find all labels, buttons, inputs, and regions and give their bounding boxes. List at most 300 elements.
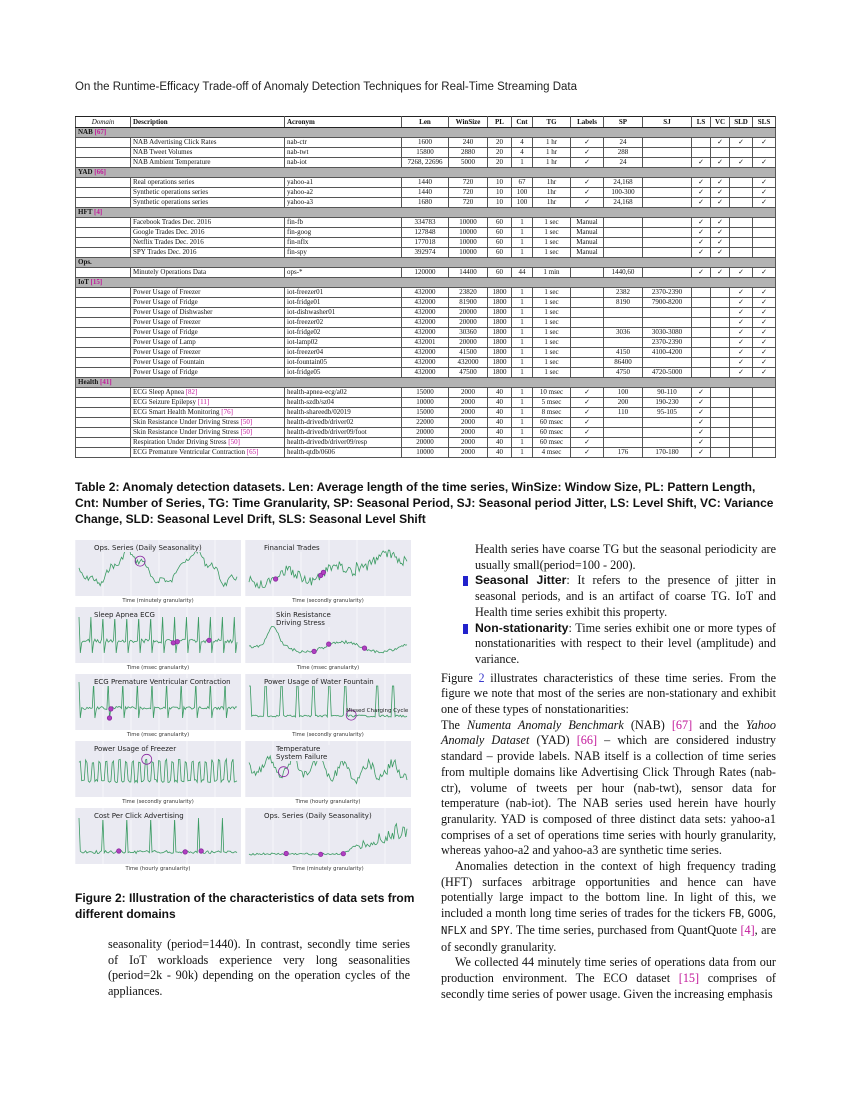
table-cell: 1hr <box>533 198 571 208</box>
table-row <box>76 388 776 398</box>
table-cell <box>643 198 692 208</box>
table-cell <box>753 388 776 398</box>
table-row <box>76 428 776 438</box>
table-cell: 1 sec <box>533 248 571 258</box>
table-cell <box>711 438 730 448</box>
table-cell <box>692 368 711 378</box>
group-citation[interactable]: [4] <box>94 208 103 216</box>
anomaly-marker <box>183 850 187 854</box>
table-cell: 4 <box>512 148 533 158</box>
table-cell: 432000 <box>402 368 449 378</box>
table-cell: nab-ctr <box>285 138 402 148</box>
table-cell: fin-nflx <box>285 238 402 248</box>
table-cell <box>604 318 643 328</box>
table-cell: ✓ <box>753 338 776 348</box>
panel-title: Ops. Series (Daily Seasonality) <box>264 812 372 820</box>
table-cell: 90-110 <box>643 388 692 398</box>
table-cell <box>643 218 692 228</box>
table-cell <box>571 328 604 338</box>
table-cell: 1 <box>512 448 533 458</box>
domain-cell <box>76 418 131 428</box>
figure-caption: Figure 2: Illustration of the characteristics of data sets from different domains <box>75 891 415 921</box>
table-cell: 20000 <box>449 308 488 318</box>
table-cell: 334783 <box>402 218 449 228</box>
table-cell <box>604 308 643 318</box>
table-row <box>76 178 776 188</box>
table-cell: 4100-4200 <box>643 348 692 358</box>
table-cell: ✓ <box>571 188 604 198</box>
table-cell: ✓ <box>571 198 604 208</box>
nab-text-3: and the <box>692 717 746 732</box>
table-cell: health-apnea-ecg/a02 <box>285 388 402 398</box>
table-cell: 10 <box>488 178 512 188</box>
table-cell: 8190 <box>604 298 643 308</box>
table-cell: Minutely Operations Data <box>131 268 285 278</box>
table-cell <box>692 148 711 158</box>
anomaly-marker <box>312 649 316 653</box>
table-cell: ✓ <box>730 328 753 338</box>
table-cell: 4 <box>512 138 533 148</box>
domain-cell <box>76 428 131 438</box>
panel-x-label: Time (hourly granularity) <box>125 866 191 872</box>
table-cell <box>711 338 730 348</box>
table-cell <box>643 238 692 248</box>
table-cell: 1 sec <box>533 238 571 248</box>
table-cell: 1 hr <box>533 158 571 168</box>
table-cell: 40 <box>488 398 512 408</box>
table-cell: 60 msec <box>533 418 571 428</box>
table-cell: 20000 <box>402 428 449 438</box>
panel-title: Temperature System Failure <box>275 745 347 761</box>
table-cell: 432000 <box>402 348 449 358</box>
figure-panel <box>245 607 411 663</box>
table-cell <box>643 228 692 238</box>
table-cell: health-drivedb/driver09/foot <box>285 428 402 438</box>
table-group-row <box>76 378 776 388</box>
panel-title: Ops. Series (Daily Seasonality) <box>94 544 202 552</box>
table-cell <box>692 288 711 298</box>
table-cell: Facebook Trades Dec. 2016 <box>131 218 285 228</box>
row-citation[interactable]: [65] <box>246 448 259 456</box>
table-cell: 60 msec <box>533 428 571 438</box>
group-name: IoT <box>78 278 89 286</box>
column-header-domain: Domain <box>76 117 131 128</box>
table-cell: ✓ <box>753 298 776 308</box>
table-cell: 100 <box>512 198 533 208</box>
row-citation[interactable]: [11] <box>197 398 210 406</box>
table-cell <box>643 138 692 148</box>
table-cell: 2000 <box>449 418 488 428</box>
table-group-row <box>76 208 776 218</box>
table-row <box>76 288 776 298</box>
table-cell <box>571 348 604 358</box>
table-cell: ✓ <box>571 408 604 418</box>
table-cell: iot-dishwasher01 <box>285 308 402 318</box>
table-cell: 432000 <box>402 328 449 338</box>
nab-name: Numenta Anomaly Benchmark <box>467 717 624 732</box>
table-cell <box>692 298 711 308</box>
table-cell <box>604 438 643 448</box>
table-cell: fin-fb <box>285 218 402 228</box>
table-cell: ✓ <box>692 178 711 188</box>
column-header-vc: VC <box>711 117 730 128</box>
panel-title: Sleep Apnea ECG <box>94 611 155 619</box>
table-cell: iot-fridge01 <box>285 298 402 308</box>
row-citation[interactable]: [82] <box>185 388 198 396</box>
table-cell: 1800 <box>488 328 512 338</box>
table-cell <box>753 248 776 258</box>
table-cell: 30360 <box>449 328 488 338</box>
table-cell: ✓ <box>571 138 604 148</box>
table-cell: 1 <box>512 318 533 328</box>
anomaly-marker <box>117 849 121 853</box>
series-line <box>79 818 237 854</box>
table-cell: 7268, 22696 <box>402 158 449 168</box>
table-cell: ✓ <box>753 288 776 298</box>
table-cell: 40 <box>488 438 512 448</box>
table-cell: ✓ <box>753 318 776 328</box>
group-citation[interactable]: [41] <box>99 378 112 386</box>
table-cell <box>730 148 753 158</box>
table-cell <box>753 408 776 418</box>
table-cell <box>571 338 604 348</box>
table-cell <box>643 358 692 368</box>
table-cell: ✓ <box>730 358 753 368</box>
table-cell: ✓ <box>711 268 730 278</box>
column-header-len: Len <box>402 117 449 128</box>
group-citation[interactable]: [66] <box>94 168 106 176</box>
table-cell: 1 <box>512 358 533 368</box>
group-citation[interactable]: [67] <box>94 128 107 136</box>
table-cell <box>571 368 604 378</box>
table-cell: nab-twt <box>285 148 402 158</box>
anomaly-marker <box>171 641 175 645</box>
figure-panel <box>245 808 411 864</box>
table-cell: 1 sec <box>533 328 571 338</box>
table-cell: 2370-2390 <box>643 338 692 348</box>
table-cell: 1800 <box>488 308 512 318</box>
table-row <box>76 228 776 238</box>
fig-text-a: Figure <box>441 670 479 685</box>
table-cell: Manual <box>571 218 604 228</box>
panel-x-label: Time (secondly granularity) <box>122 799 194 805</box>
domain-cell <box>76 338 131 348</box>
table-cell <box>730 238 753 248</box>
domain-cell <box>76 238 131 248</box>
table-cell: ✓ <box>730 368 753 378</box>
table-cell: 1 <box>512 328 533 338</box>
table-cell: 23820 <box>449 288 488 298</box>
column-header-sls: SLS <box>753 117 776 128</box>
table-row <box>76 418 776 428</box>
paragraph-figure-ref <box>441 671 776 718</box>
citation-67[interactable]: [67] <box>671 717 693 732</box>
table-cell <box>643 148 692 158</box>
table-cell: 41500 <box>449 348 488 358</box>
table-cell: 10000 <box>449 238 488 248</box>
table-cell: 67 <box>512 178 533 188</box>
table-cell: 1 sec <box>533 218 571 228</box>
series-line <box>79 759 237 783</box>
row-citation[interactable]: [76] <box>221 408 233 416</box>
table-cell: 3036 <box>604 328 643 338</box>
table-cell <box>604 338 643 348</box>
table-cell <box>753 418 776 428</box>
table-cell: iot-lamp02 <box>285 338 402 348</box>
table-cell <box>571 288 604 298</box>
table-cell: 1 hr <box>533 138 571 148</box>
row-citation[interactable]: [50] <box>228 438 240 446</box>
table-cell: ✓ <box>711 198 730 208</box>
row-citation[interactable]: [50] <box>240 428 253 436</box>
table-cell: 20000 <box>449 318 488 328</box>
table-cell: 1800 <box>488 298 512 308</box>
table-cell: Synthetic operations series <box>131 198 285 208</box>
table-cell: 10000 <box>449 218 488 228</box>
nab-text-4: (YAD) <box>529 733 577 748</box>
table-cell: 2000 <box>449 388 488 398</box>
table-cell: nab-iot <box>285 158 402 168</box>
column-header-pl: PL <box>488 117 512 128</box>
paragraph-hft: Anomalies detection in the context of high frequency trading (HFT) surfaces arbitrage opportunities and hence can have potentially large impact to the bottom line. In light of this, we included a month long time series of trades for the tickers FB, GOOG, NFLX and SPY. The time series, purchased from QuantQuote [4], are of secondly granularity. <box>441 859 776 954</box>
table-cell: ✓ <box>753 138 776 148</box>
table-cell: ✓ <box>711 218 730 228</box>
domain-cell <box>76 318 131 328</box>
anomaly-marker <box>341 852 345 856</box>
table-cell: 1 <box>512 438 533 448</box>
table-cell: 127848 <box>402 228 449 238</box>
table-cell: 1 <box>512 288 533 298</box>
non-stationarity-text: : Time series exhibit one or more types of nonstationarities with respect to their level (amplitude) and variance. <box>475 620 776 666</box>
paragraph-seasonality <box>108 937 410 1000</box>
table-group-row <box>76 278 776 288</box>
bullet-non-stationarity <box>441 621 776 668</box>
group-citation[interactable]: [15] <box>90 278 103 286</box>
table-cell: ✓ <box>730 138 753 148</box>
table-cell: ✓ <box>753 308 776 318</box>
table-cell: 1440 <box>402 188 449 198</box>
table-cell: 4750 <box>604 368 643 378</box>
table-cell: iot-freezer02 <box>285 318 402 328</box>
table-cell <box>711 428 730 438</box>
citation-66[interactable]: [66] <box>576 733 598 748</box>
table-cell <box>711 358 730 368</box>
table-cell: 20 <box>488 138 512 148</box>
table-cell: 1 <box>512 228 533 238</box>
table-cell <box>730 178 753 188</box>
table-cell: 10000 <box>449 248 488 258</box>
table-cell: 1800 <box>488 338 512 348</box>
table-cell <box>643 188 692 198</box>
table-cell <box>711 408 730 418</box>
table-row <box>76 408 776 418</box>
table-cell <box>753 448 776 458</box>
table-cell: 1800 <box>488 288 512 298</box>
anomaly-marker <box>319 852 323 856</box>
table-cell: ✓ <box>692 438 711 448</box>
table-cell: ✓ <box>692 198 711 208</box>
table-cell: ✓ <box>692 228 711 238</box>
table-cell: 1800 <box>488 348 512 358</box>
table-cell: 47500 <box>449 368 488 378</box>
table-cell: ✓ <box>692 428 711 438</box>
table-cell: 1 <box>512 248 533 258</box>
table-cell: 432000 <box>402 308 449 318</box>
table-cell: 1600 <box>402 138 449 148</box>
table-cell <box>730 398 753 408</box>
table-cell: 1440 <box>402 178 449 188</box>
table-cell: 15800 <box>402 148 449 158</box>
table-cell: 40 <box>488 428 512 438</box>
table-cell: 176 <box>604 448 643 458</box>
table-cell <box>711 418 730 428</box>
table-cell: ✓ <box>711 248 730 258</box>
group-label <box>76 258 776 268</box>
table-cell: 15000 <box>402 408 449 418</box>
ticker-fb: FB <box>728 908 742 921</box>
table-cell: 432000 <box>402 288 449 298</box>
table-cell: Power Usage of Lamp <box>131 338 285 348</box>
hft-text-1: Anomalies detection in the context of high frequency trading (HFT) surfaces arbitrage opportunities and hence can have potentially large impact to the bottom line. In light of this, we included a month long time series of trades for the tickers <box>441 859 776 921</box>
table-cell <box>711 388 730 398</box>
table-cell: Manual <box>571 248 604 258</box>
table-cell: ✓ <box>730 338 753 348</box>
table-row <box>76 328 776 338</box>
table-header-row <box>76 117 776 128</box>
table-cell <box>730 418 753 428</box>
table-cell: ✓ <box>692 218 711 228</box>
table-cell: Synthetic operations series <box>131 188 285 198</box>
term-non-stationarity: Non-stationarity <box>475 620 569 635</box>
table-cell: 22000 <box>402 418 449 428</box>
table-cell: 7900-8200 <box>643 298 692 308</box>
anomaly-marker <box>207 638 211 642</box>
column-header-tg: TG <box>533 117 571 128</box>
table-row <box>76 268 776 278</box>
panel-title: Cost Per Click Advertising <box>94 812 184 820</box>
table-cell <box>730 198 753 208</box>
table-cell: 432000 <box>402 358 449 368</box>
table-cell: Power Usage of Dishwasher <box>131 308 285 318</box>
table-body <box>76 128 776 458</box>
figure-2-link[interactable]: 2 <box>478 670 485 685</box>
table-cell: 20000 <box>449 338 488 348</box>
series-line <box>79 548 237 587</box>
table-cell: 1800 <box>488 368 512 378</box>
table-cell: ✓ <box>753 328 776 338</box>
table-cell: ✓ <box>692 188 711 198</box>
table-row <box>76 248 776 258</box>
figure-2 <box>75 540 413 878</box>
table-cell: ✓ <box>571 418 604 428</box>
table-cell: 1 <box>512 388 533 398</box>
table-cell <box>711 288 730 298</box>
table-cell: 177018 <box>402 238 449 248</box>
domain-cell <box>76 388 131 398</box>
table-cell: ✓ <box>711 158 730 168</box>
table-cell: ✓ <box>711 138 730 148</box>
table-cell: 1 <box>512 238 533 248</box>
table-cell <box>730 438 753 448</box>
nab-text-2: (NAB) <box>623 717 672 732</box>
table-cell <box>730 228 753 238</box>
table-cell: Power Usage of Fridge <box>131 368 285 378</box>
table-cell: ✓ <box>571 158 604 168</box>
table-cell <box>692 318 711 328</box>
table-cell: 2000 <box>449 448 488 458</box>
table-cell: 4 msec <box>533 448 571 458</box>
table-cell: 2000 <box>449 428 488 438</box>
group-label <box>76 208 776 218</box>
table-cell: 40 <box>488 448 512 458</box>
panel-x-label: Time (secondly granularity) <box>292 732 364 738</box>
panel-title: ECG Premature Ventricular Contraction <box>94 678 231 686</box>
table-row <box>76 218 776 228</box>
table-cell <box>753 218 776 228</box>
table-cell <box>692 358 711 368</box>
table-cell <box>711 348 730 358</box>
table-cell: 1800 <box>488 358 512 368</box>
domain-cell <box>76 158 131 168</box>
table-cell <box>753 398 776 408</box>
citation-4[interactable]: [4] <box>740 922 755 937</box>
table-cell: Manual <box>571 228 604 238</box>
table-cell <box>692 338 711 348</box>
citation-15[interactable]: [15] <box>678 970 700 985</box>
table-cell: ✓ <box>692 418 711 428</box>
table-cell: 2000 <box>449 408 488 418</box>
domain-cell <box>76 198 131 208</box>
table-cell: 24,168 <box>604 198 643 208</box>
table-cell: 100 <box>604 388 643 398</box>
table-cell: health-drivedb/driver02 <box>285 418 402 428</box>
table-cell: ✓ <box>753 268 776 278</box>
domain-cell <box>76 448 131 458</box>
table-cell <box>711 148 730 158</box>
anomaly-marker <box>273 577 277 581</box>
table-cell: 1800 <box>488 318 512 328</box>
table-cell: 2000 <box>449 438 488 448</box>
table-cell: 1 sec <box>533 358 571 368</box>
table-row <box>76 138 776 148</box>
table-cell: ✓ <box>692 248 711 258</box>
table-cell: 1 sec <box>533 368 571 378</box>
table-cell: 40 <box>488 418 512 428</box>
table-cell: iot-freezer04 <box>285 348 402 358</box>
yad-name: Yahoo Anomaly Dataset <box>441 717 776 748</box>
table-cell: yahoo-a1 <box>285 178 402 188</box>
table-row <box>76 338 776 348</box>
table-cell: 100 <box>512 188 533 198</box>
table-cell: 1 hr <box>533 148 571 158</box>
table-cell: ✓ <box>571 448 604 458</box>
domain-cell <box>76 328 131 338</box>
table-cell <box>711 308 730 318</box>
table-row <box>76 238 776 248</box>
table-cell: 60 <box>488 248 512 258</box>
table-cell: 2000 <box>449 398 488 408</box>
table-cell: 8 msec <box>533 408 571 418</box>
table-cell: 60 <box>488 228 512 238</box>
row-citation[interactable]: [50] <box>240 418 253 426</box>
figure-panel <box>245 540 411 596</box>
table-cell <box>604 248 643 258</box>
table-cell: 2880 <box>449 148 488 158</box>
table-cell: 60 <box>488 238 512 248</box>
table-row <box>76 158 776 168</box>
table-cell: 392974 <box>402 248 449 258</box>
table-row <box>76 198 776 208</box>
